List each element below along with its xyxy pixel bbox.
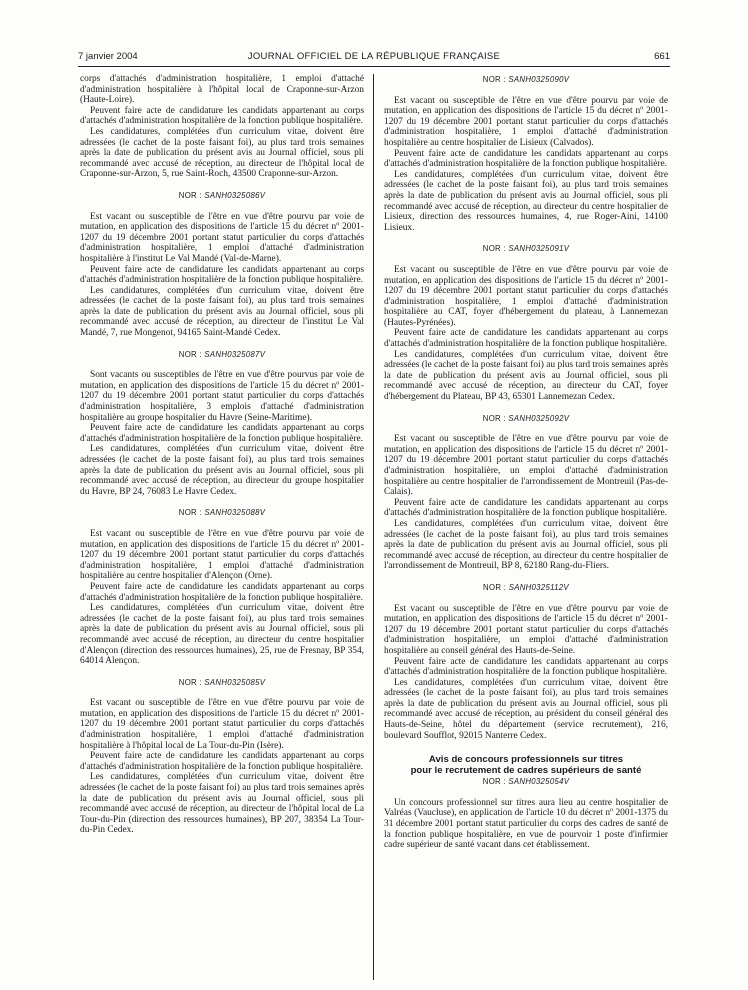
nor-label: NOR : [483,582,507,592]
nor-reference [80,678,364,689]
nor-reference [384,244,668,255]
left-column [80,74,364,836]
paragraph: Les candidatures, complétées d'un curriculum vitae, doivent être adressées (le cachet de la poste faisant foi), au plus tard trois semaines après la date de publication du présent avis au Journal officiel, sous pli recommandé avec accusé de réception, au directeur du centre hospitalier de l'arrondissement de Montreuil, BP 8, 62180 Rang-du-Fliers. [384,518,668,572]
right-column [384,74,668,851]
nor-label: NOR : [178,508,202,518]
page-number: 661 [654,51,670,62]
paragraph: Sont vacants ou susceptibles de l'être en vue d'être pourvus par voie de mutation, en application des dispositions de l'article 15 du décret nº 2001-1207 du 19 décembre 2001 portant statut particulier du corps d'attachés d'administration hospitalière, 3 emplois d'attaché d'administration hospitalière au groupe hospitalier du Havre (Seine-Maritime). [80,370,364,423]
nor-reference [384,75,668,86]
nor-reference [80,508,364,519]
avis-title-line: pour le recrutement de cadres supérieurs de santé [410,765,642,777]
nor-label: NOR : [482,244,506,254]
paragraph: Peuvent faire acte de candidature les candidats appartenant au corps d'attachés d'administration hospitalière de la fonction publique hospitalière. [80,264,364,286]
header-date: 7 janvier 2004 [78,51,138,62]
paragraph: Peuvent faire acte de candidature les candidats appartenant au corps d'attachés d'administration hospitalière de la fonction publique hospitalière. [384,656,668,678]
page-header [78,50,670,64]
paragraph: Les candidatures, complétées d'un curriculum vitae, doivent être adressées (le cachet de la poste faisant foi), au plus tard trois semaines après la date de publication du présent avis au Journal officiel, sous pli recommandé avec accusé de réception, au directeur du groupe hospitalier du Havre, BP 24, 76083 Le Havre Cedex. [80,444,364,497]
nor-code: SANH0325088V [204,508,266,518]
nor-code: SANH0325091V [508,244,570,254]
paragraph: Les candidatures, complétées d'un curriculum vitae, doivent être adressées (le cachet de la poste faisant foi), au plus tard trois semaines après la date de publication du présent avis au Journal officiel, sous pli recommandé avec accusé de réception, au directeur du centre hospitalier d'Alençon (direction des ressources humaines), 25, rue de Fresnay, BP 354, 64014 Alençon. [80,603,364,667]
paragraph: Est vacant ou susceptible de l'être en vue d'être pourvu par voie de mutation, en application des dispositions de l'article 15 du décret nº 2001-1207 du 19 décembre 2001 portant statut particulier du corps d'attachés d'administration hospitalière, 1 emploi d'attaché d'administration hospitalière au centre hospitalier d'Alençon (Orne). [80,528,364,582]
paragraph: Peuvent faire acte de candidature les candidats appartenant au corps d'attachés d'administration hospitalière de la fonction publique hospitalière. [80,105,364,127]
nor-code: SANH0325085V [204,677,266,687]
paragraph: Est vacant ou susceptible de l'être en vue d'être pourvu par voie de mutation, en application des dispositions de l'article 15 du décret nº 2001-1207 du 19 décembre 2001 portant statut particulier du corps d'attachés d'administration hospitalière, 1 emploi d'attaché d'administration hospitalière au CAT, foyer d'hébergement du plateau, à Lannemezan (Hautes-Pyrénées). [384,264,668,328]
paragraph: Les candidatures, complétées d'un curriculum vitae, doivent être adressées (le cachet de la poste faisant foi) au plus tard trois semaines après la date de publication du présent avis au Journal officiel, sous pli recommandé avec accusé de réception, au directeur du CAT, foyer d'hébergement du Plateau, BP 43, 65301 Lannemezan Cedex. [384,349,668,403]
nor-reference [384,414,668,425]
paragraph: Est vacant ou susceptible de l'être en vue d'être pourvu par voie de mutation, en application des dispositions de l'article 15 du décret nº 2001-1207 du 19 décembre 2001 portant statut particulier du corps d'attachés d'administration hospitalière, un emploi d'attaché d'administration hospitalière au conseil général des Hauts-de-Seine. [384,603,668,656]
paragraph: Les candidatures, complétées d'un curriculum vitae, doivent être adressées (le cachet de la poste faisant foi) au plus tard trois semaines après la date de publication du présent avis au Journal officiel, sous pli recommandé avec accusé de réception, au directeur de l'hôpital local de La Tour-du-Pin (direction des ressources humaines), BP 207, 38354 La Tour-du-Pin Cedex. [80,772,364,836]
paragraph: Les candidatures, complétées d'un curriculum vitae, doivent être adressées (le cachet de la poste faisant foi), au plus tard trois semaines après la date de publication du présent avis au Journal officiel, sous pli recommandé avec accusé de réception, au président du conseil général des Hauts-de-Seine, hôtel du département (service recrutement), 216, boulevard Soufflot, 92015 Nanterre Cedex. [384,677,668,741]
paragraph: Est vacant ou susceptible de l'être en vue d'être pourvu par voie de mutation, en application des dispositions de l'article 15 du décret nº 2001-1207 du 19 décembre 2001 portant statut particulier du corps d'attachés d'administration hospitalière, 1 emploi d'attaché d'administration hospitalière à l'hôpital local de La Tour-du-Pin (Isère). [80,698,364,751]
header-title: JOURNAL OFFICIEL DE LA RÉPUBLIQUE FRANÇAISE [247,51,501,62]
paragraph: Les candidatures, complétées d'un curriculum vitae, doivent être adressées (le cachet de la poste faisant foi), au plus tard trois semaines après la date de publication du présent avis au Journal officiel, sous pli recommandé avec accusé de réception, au directeur de l'hôpital local de Craponne-sur-Arzon, 5, rue Saint-Roch, 43500 Craponne-sur-Arzon. [80,126,364,180]
avis-heading [384,754,668,776]
paragraph: Peuvent faire acte de candidature les candidats appartenant au corps d'attachés d'administration hospitalière de la fonction publique hospitalière. [80,751,364,772]
paragraph: Est vacant ou susceptible de l'être en vue d'être pourvu par voie de mutation, en application des dispositions de l'article 15 du décret nº 2001-1207 du 19 décembre 2001 portant statut particulier du corps d'attachés d'administration hospitalière, 1 emploi d'attaché d'administration hospitalière à l'institut Le Val Mandé (Val-de-Marne). [80,211,364,264]
paragraph: Peuvent faire acte de candidature les candidats appartenant au corps d'attachés d'administration hospitalière de la fonction publique hospitalière. [384,148,668,170]
paragraph: Les candidatures, complétées d'un curriculum vitae, doivent être adressées (le cachet de la poste faisant foi), au plus tard trois semaines après la date de publication du présent avis au Journal officiel, sous pli recommandé avec accusé de réception, au directeur de l'institut Le Val Mandé, 7, rue Mongenot, 94165 Saint-Mandé Cedex. [80,285,364,339]
nor-reference [80,191,364,202]
nor-label: NOR : [178,190,202,200]
paragraph: Peuvent faire acte de candidature les candidats appartenant au corps d'attachés d'administration hospitalière de la fonction publique hospitalière. [80,581,364,603]
nor-reference [80,350,364,361]
nor-code: SANH0325112V [508,582,569,592]
paragraph: corps d'attachés d'administration hospitalière, 1 emploi d'attaché d'administration hospitalière à l'hôpital local de Craponne-sur-Arzon (Haute-Loire). [80,74,364,106]
nor-label: NOR : [178,677,202,687]
nor-label: NOR : [482,75,506,84]
nor-code: SANH0325092V [508,413,570,423]
nor-code: SANH0325087V [204,349,266,359]
nor-reference [384,583,668,594]
header-rule [78,66,670,67]
nor-code: SANH0325054V [508,777,570,787]
paragraph: Est vacant ou susceptible de l'être en vue d'être pourvu par voie de mutation, en application des dispositions de l'article 15 du décret nº 2001-1207 du 19 décembre 2001 portant statut particulier du corps d'attachés d'administration hospitalière, un emploi d'attaché d'administration hospitalière au centre hospitalier de l'arrondissement de Montreuil (Pas-de-Calais). [384,434,668,498]
paragraph: Est vacant ou susceptible de l'être en vue d'être pourvu par voie de mutation, en application des dispositions de l'article 15 du décret nº 2001-1207 du 19 décembre 2001 portant statut particulier du corps d'attachés d'administration hospitalière, 1 emploi d'attaché d'administration hospitalière au centre hospitalier de Lisieux (Calvados). [384,95,668,148]
paragraph: Un concours professionnel sur titres aura lieu au centre hospitalier de Valréas (Vaucluse), en application de l'article 10 du décret nº 2001-1375 du 31 décembre 2001 portant statut particulier du corps des cadres de santé de la fonction publique hospitalière, en vue de pourvoir 1 poste d'infirmier cadre supérieur de santé vacant dans cet établissement. [384,797,668,851]
paragraph: Peuvent faire acte de candidature les candidats appartenant au corps d'attachés d'administration hospitalière de la fonction publique hospitalière. [384,497,668,519]
avis-title-line: Avis de concours professionnels sur titres [428,754,624,766]
nor-label: NOR : [178,349,202,359]
nor-code: SANH0325086V [204,190,266,200]
nor-label: NOR : [482,413,506,423]
paragraph: Les candidatures, complétées d'un curriculum vitae, doivent être adressées (le cachet de la poste faisant foi), au plus tard trois semaines après la date de publication du présent avis au Journal officiel, sous pli recommandé avec accusé de réception, au directeur du centre hospitalier de Lisieux, direction des ressources humaines, 4, rue Roger-Aini, 14100 Lisieux. [384,169,668,233]
column-divider [373,74,374,980]
nor-reference [384,777,668,788]
paragraph: Peuvent faire acte de candidature les candidats appartenant au corps d'attachés d'administration hospitalière de la fonction publique hospitalière. [384,328,668,350]
paragraph: Peuvent faire acte de candidature les candidats appartenant au corps d'attachés d'administration hospitalière de la fonction publique hospitalière. [80,423,364,444]
nor-label: NOR : [482,777,506,787]
nor-code: SANH0325090V [508,75,570,84]
